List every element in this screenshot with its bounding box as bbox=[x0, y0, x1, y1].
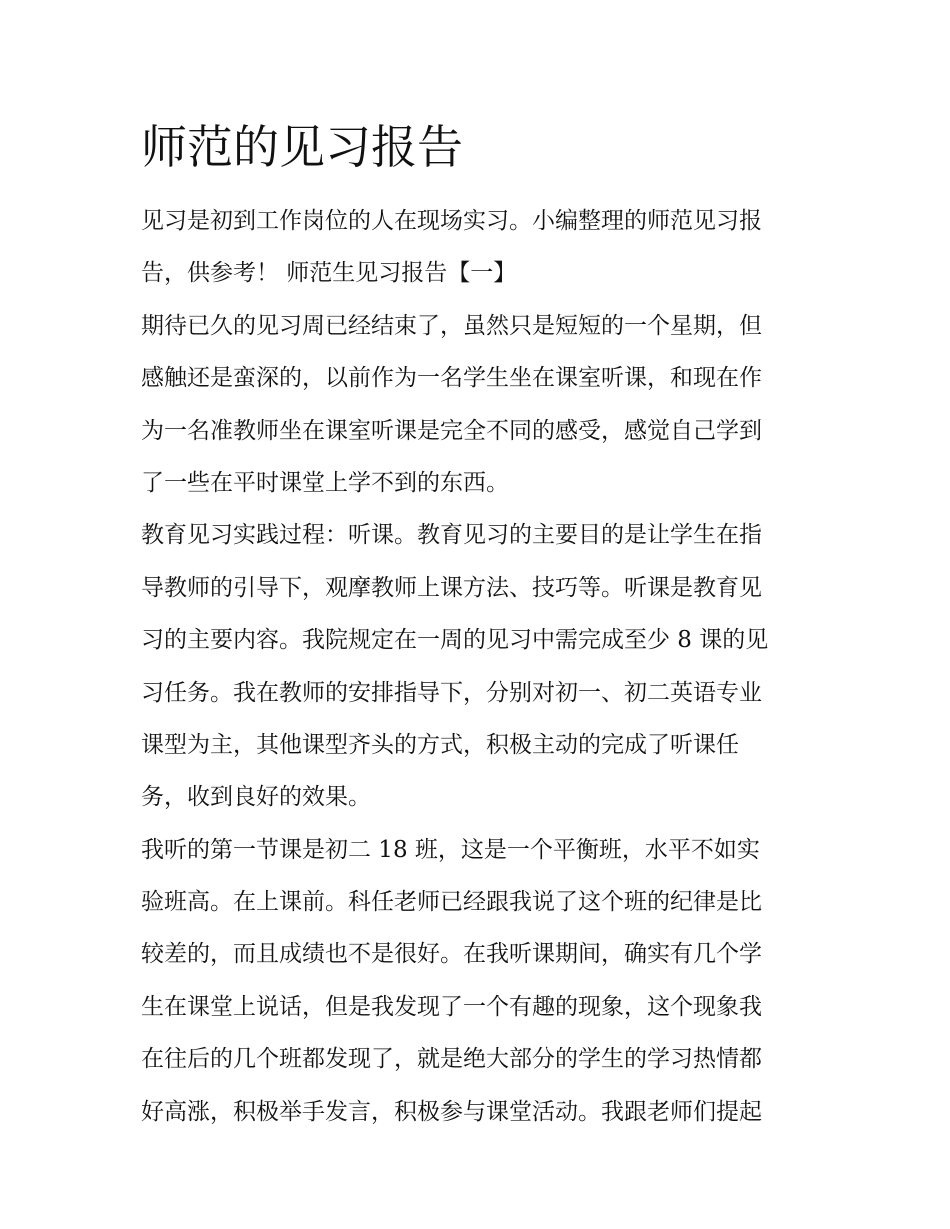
body-line: 见习是初到工作岗位的人在现场实习。小编整理的师范见习报 bbox=[141, 208, 762, 234]
body-line: 课型为主，其他课型齐头的方式，积极主动的完成了听课任 bbox=[141, 731, 739, 758]
body-line: 感触还是蛮深的，以前作为一名学生坐在课室听课，和现在作 bbox=[141, 365, 762, 392]
body-line: 了一些在平时课堂上学不到的东西。 bbox=[141, 469, 509, 496]
body-line: 生在课堂上说话，但是我发现了一个有趣的现象，这个现象我 bbox=[141, 993, 762, 1020]
body-line: 期待已久的见习周已经结束了，虽然只是短短的一个星期，但 bbox=[141, 312, 762, 339]
document-body bbox=[141, 195, 811, 1138]
document-title: 师范的见习报告 bbox=[141, 120, 463, 174]
body-line: 习任务。我在教师的安排指导下，分别对初一、初二英语专业 bbox=[141, 679, 762, 706]
body-line: 在往后的几个班都发现了，就是绝大部分的学生的学习热情都 bbox=[141, 1046, 762, 1073]
body-line: 验班高。在上课前。科任老师已经跟我说了这个班的纪律是比 bbox=[141, 889, 762, 916]
body-line: 较差的，而且成绩也不是很好。在我听课期间，确实有几个学 bbox=[141, 941, 762, 968]
body-line: 教育见习实践过程：听课。教育见习的主要目的是让学生在指 bbox=[141, 522, 762, 549]
body-line: 好高涨，积极举手发言，积极参与课堂活动。我跟老师们提起 bbox=[141, 1098, 762, 1125]
body-line: 导教师的引导下，观摩教师上课方法、技巧等。听课是教育见 bbox=[141, 574, 762, 601]
body-line: 习的主要内容。我院规定在一周的见习中需完成至少 8 课的见 bbox=[141, 627, 769, 654]
body-line: 为一名准教师坐在课室听课是完全不同的感受，感觉自己学到 bbox=[141, 417, 762, 444]
body-line: 我听的第一节课是初二 18 班，这是一个平衡班，水平不如实 bbox=[141, 836, 760, 863]
body-line: 告，供参考！ 师范生见习报告【一】 bbox=[141, 260, 517, 287]
body-line: 务，收到良好的效果。 bbox=[141, 784, 371, 811]
